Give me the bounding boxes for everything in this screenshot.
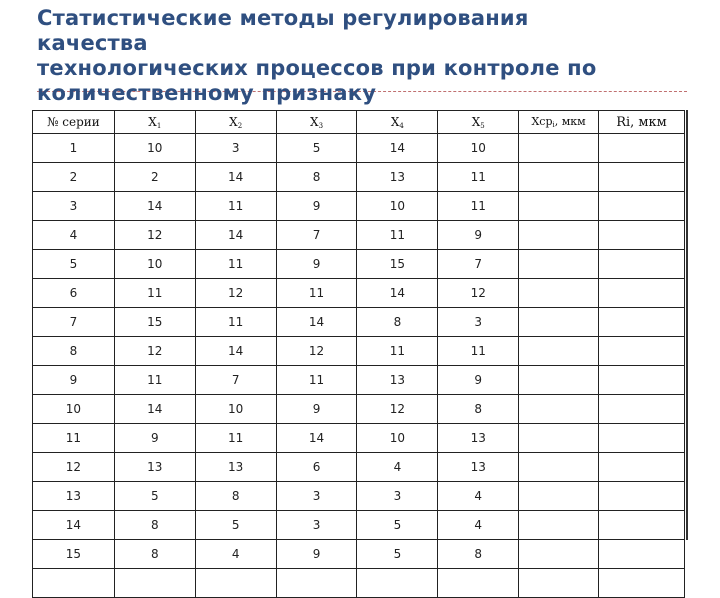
cell-range [599,134,685,163]
cell-range [599,395,685,424]
cell-x4: 13 [357,163,438,192]
cell-x4: 10 [357,192,438,221]
header-x3 [276,111,357,134]
cell-x5: 4 [438,511,519,540]
cell-x2: 13 [195,453,276,482]
cell-x2: 11 [195,424,276,453]
cell-xavg [519,337,599,366]
cell-x5: 8 [438,395,519,424]
cell-x2: 4 [195,540,276,569]
cell-x1: 2 [114,163,195,192]
cell-range [599,424,685,453]
cell-x3: 3 [276,482,357,511]
cell-series-number: 14 [33,511,115,540]
table-row [33,192,685,221]
cell-x4: 15 [357,250,438,279]
header-x4-sub: 4 [399,121,404,130]
cell-x5: 7 [438,250,519,279]
cell-x3: 11 [276,279,357,308]
cell-x2: 11 [195,250,276,279]
cell-x4 [357,569,438,598]
header-x2-sub: 2 [237,121,243,130]
cell-x5: 11 [438,163,519,192]
cell-x5: 9 [438,366,519,395]
cell-x3: 6 [276,453,357,482]
table-row [33,511,685,540]
cell-x4: 5 [357,511,438,540]
cell-xavg [519,134,599,163]
cell-range [599,337,685,366]
cell-x5: 8 [438,540,519,569]
header-x3-sub: 3 [318,121,324,130]
cell-series-number: 12 [33,453,115,482]
cell-series-number: 2 [33,163,115,192]
header-x1-label: X [148,114,157,129]
cell-series-number: 8 [33,337,115,366]
cell-range [599,279,685,308]
cell-range [599,192,685,221]
cell-x2: 14 [195,163,276,192]
cell-xavg [519,163,599,192]
cell-x5: 12 [438,279,519,308]
cell-x1: 11 [114,279,195,308]
cell-x3: 9 [276,540,357,569]
cell-xavg [519,453,599,482]
cell-x1: 12 [114,221,195,250]
header-xavg-sub: i [552,121,555,129]
title-line: Статистические методы регулирования [37,6,529,30]
cell-x1: 5 [114,482,195,511]
header-x1 [114,111,195,134]
table-row [33,366,685,395]
cell-series-number: 15 [33,540,115,569]
cell-x3: 5 [276,134,357,163]
cell-x2 [195,569,276,598]
cell-x3: 9 [276,250,357,279]
cell-x3 [276,569,357,598]
cell-series-number: 5 [33,250,115,279]
cell-x5: 9 [438,221,519,250]
cell-x1: 15 [114,308,195,337]
cell-x2: 14 [195,337,276,366]
cell-xavg [519,482,599,511]
cell-x3: 9 [276,192,357,221]
cell-xavg [519,540,599,569]
cell-series-number: 4 [33,221,115,250]
header-x3-label: X [310,114,319,129]
cell-range [599,366,685,395]
cell-x1: 9 [114,424,195,453]
table-row [33,569,685,598]
cell-xavg [519,308,599,337]
cell-range [599,163,685,192]
table-row [33,163,685,192]
cell-range [599,540,685,569]
cell-xavg [519,569,599,598]
cell-x3: 9 [276,395,357,424]
cell-x2: 11 [195,192,276,221]
cell-x5: 13 [438,424,519,453]
cell-x4: 5 [357,540,438,569]
table-header-row [33,111,685,134]
cell-xavg [519,192,599,221]
cell-range [599,250,685,279]
cell-x1: 12 [114,337,195,366]
cell-x4: 4 [357,453,438,482]
table-row [33,424,685,453]
table-row [33,250,685,279]
cell-x3: 3 [276,511,357,540]
cell-x5 [438,569,519,598]
cell-xavg [519,221,599,250]
table-row [33,453,685,482]
cell-range [599,511,685,540]
header-x4 [357,111,438,134]
cell-x1: 10 [114,134,195,163]
title-line: качества [37,31,148,55]
table-row [33,134,685,163]
title-line: количественному признаку [37,81,377,105]
header-series: № серии [33,111,115,134]
header-xavg-unit: , мкм [554,115,586,128]
cell-series-number: 10 [33,395,115,424]
cell-xavg [519,250,599,279]
cell-range [599,569,685,598]
cell-series-number: 13 [33,482,115,511]
cell-x4: 11 [357,337,438,366]
cell-range [599,482,685,511]
cell-xavg [519,395,599,424]
cell-xavg [519,279,599,308]
table-row [33,221,685,250]
header-x1-sub: 1 [156,121,162,130]
cell-x4: 8 [357,308,438,337]
cell-series-number: 11 [33,424,115,453]
title-line: технологических процессов при контроле по [37,56,597,80]
cell-x2: 10 [195,395,276,424]
table-row [33,279,685,308]
cell-x2: 7 [195,366,276,395]
cell-x1 [114,569,195,598]
cell-x4: 12 [357,395,438,424]
slide-title [37,6,697,106]
table-row [33,308,685,337]
cell-range [599,308,685,337]
cell-x2: 14 [195,221,276,250]
cell-x1: 8 [114,540,195,569]
cell-range [599,221,685,250]
header-x2-label: X [229,114,238,129]
cell-xavg [519,511,599,540]
cell-x1: 13 [114,453,195,482]
cell-x5: 13 [438,453,519,482]
cell-x5: 11 [438,337,519,366]
cell-x1: 8 [114,511,195,540]
table-row [33,337,685,366]
header-x4-label: X [390,114,400,129]
cell-series-number [33,569,115,598]
cell-x4: 14 [357,279,438,308]
header-x2 [195,111,276,134]
cell-x2: 8 [195,482,276,511]
header-xavg [519,111,599,134]
cell-x1: 14 [114,395,195,424]
cell-x4: 11 [357,221,438,250]
table-row [33,395,685,424]
cell-x4: 3 [357,482,438,511]
cell-x5: 11 [438,192,519,221]
cell-x3: 7 [276,221,357,250]
cell-xavg [519,424,599,453]
cell-x3: 14 [276,424,357,453]
cell-x5: 10 [438,134,519,163]
cell-x1: 11 [114,366,195,395]
cell-x3: 12 [276,337,357,366]
cell-x1: 14 [114,192,195,221]
header-xavg-label: Xср [531,115,553,128]
data-table [32,110,685,598]
cell-x5: 4 [438,482,519,511]
cell-x2: 11 [195,308,276,337]
cell-x3: 11 [276,366,357,395]
cell-range [599,453,685,482]
header-x5-sub: 5 [480,121,485,130]
cell-x4: 13 [357,366,438,395]
cell-x5: 3 [438,308,519,337]
cell-series-number: 7 [33,308,115,337]
header-range: Ri, мкм [599,111,685,134]
cell-x3: 14 [276,308,357,337]
cell-x2: 3 [195,134,276,163]
header-x5-label: X [471,114,481,129]
table-row [33,540,685,569]
cell-series-number: 6 [33,279,115,308]
table-row [33,482,685,511]
header-x5 [438,111,519,134]
cell-x3: 8 [276,163,357,192]
cell-series-number: 3 [33,192,115,221]
cell-x4: 10 [357,424,438,453]
cell-xavg [519,366,599,395]
cell-series-number: 1 [33,134,115,163]
cell-x4: 14 [357,134,438,163]
cell-x2: 5 [195,511,276,540]
cell-x1: 10 [114,250,195,279]
cell-series-number: 9 [33,366,115,395]
table-right-edge [686,110,688,540]
cell-x2: 12 [195,279,276,308]
